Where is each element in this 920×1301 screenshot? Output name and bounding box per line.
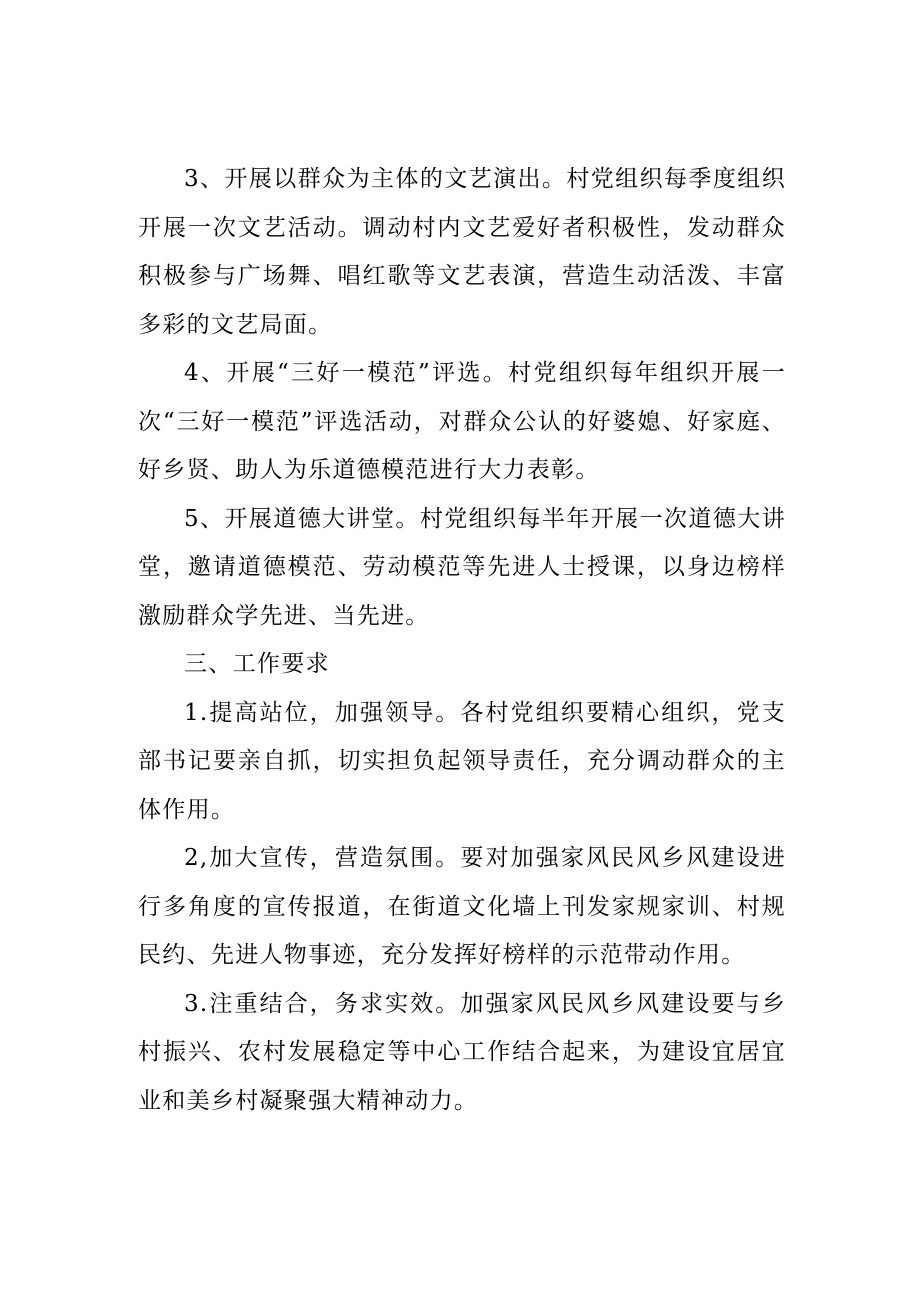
requirement-item-3: 3.注重结合，务求实效。加强家风民风乡风建设要与乡村振兴、农村发展稳定等中心工作结合起来，为建设宜居宜业和美乡村凝聚强大精神动力。	[138, 990, 786, 1114]
section-heading: 三、工作要求	[184, 651, 330, 677]
requirement-item-2: 2,加大宣传，营造氛围。要对加强家风民风乡风建设进行多角度的宣传报道，在街道文化墙上刊发家规家训、村规民约、先进人物事迹，充分发挥好榜样的示范带动作用。	[138, 845, 786, 968]
paragraph-item-3: 3、开展以群众为主体的文艺演出。村党组织每季度组织开展一次文艺活动。调动村内文艺爱好者积极性，发动群众积极参与广场舞、唱红歌等文艺表演，营造生动活泼、丰富多彩的文艺局面。	[138, 166, 786, 338]
document-page	[138, 155, 786, 1125]
paragraph-item-5: 5、开展道德大讲堂。村党组织每半年开展一次道德大讲堂，邀请道德模范、劳动模范等先进人士授课，以身边榜样激励群众学先进、当先进。	[138, 505, 786, 629]
paragraph-item-4: 4、开展“三好一模范”评选。村党组织每年组织开展一次“三好一模范”评选活动，对群众公认的好婆媳、好家庭、好乡贤、助人为乐道德模范进行大力表彰。	[138, 360, 786, 483]
requirement-item-1: 1.提高站位，加强领导。各村党组织要精心组织，党支部书记要亲自抓，切实担负起领导责任，充分调动群众的主体作用。	[138, 699, 786, 823]
